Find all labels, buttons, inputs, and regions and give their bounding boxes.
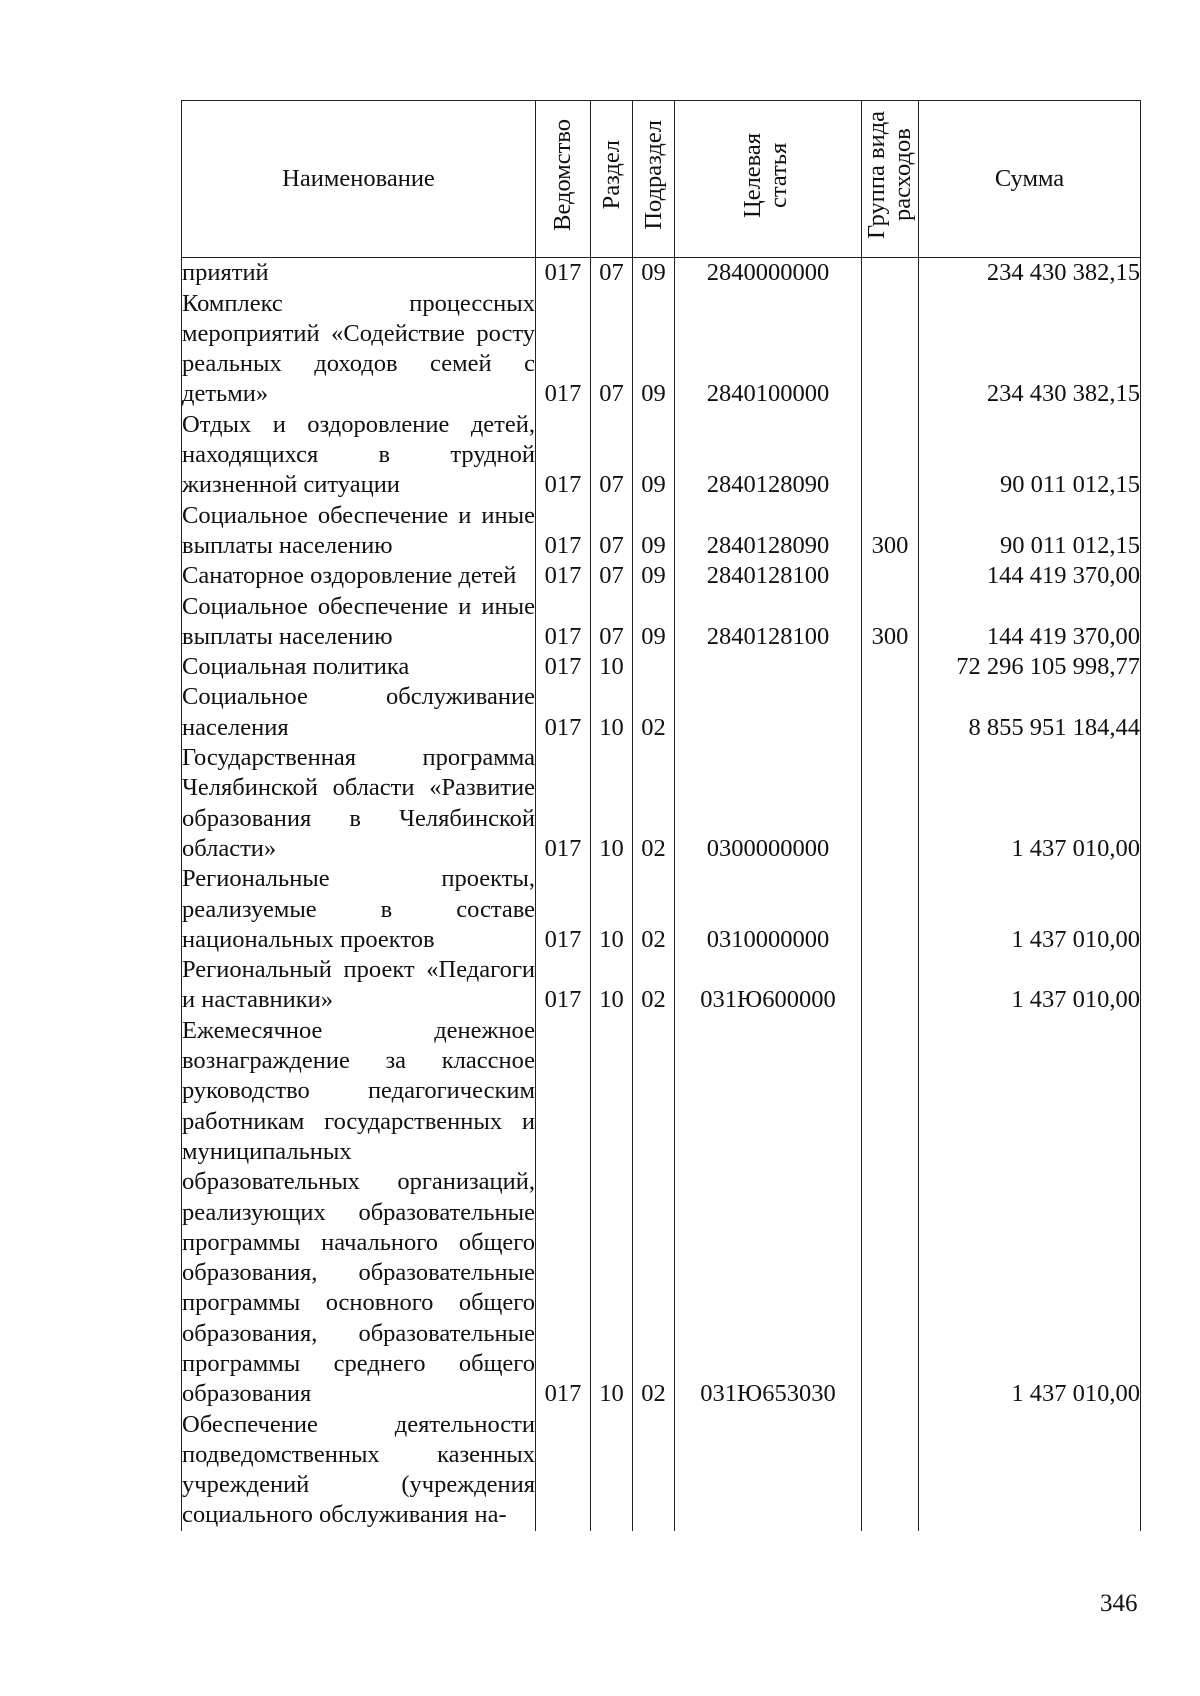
cell-department: 017 — [536, 258, 591, 289]
cell-department: 017 — [536, 289, 591, 410]
table-row — [182, 289, 1141, 410]
table-header-row — [182, 101, 1141, 258]
cell-subsection — [633, 1410, 675, 1531]
table-row — [182, 592, 1141, 653]
cell-section: 10 — [591, 652, 633, 682]
cell-expense-group — [862, 682, 919, 743]
cell-name: приятий — [182, 258, 536, 289]
cell-department: 017 — [536, 743, 591, 864]
table-row — [182, 955, 1141, 1016]
cell-expense-group — [862, 258, 919, 289]
cell-amount: 90 011 012,15 — [919, 410, 1141, 501]
table-row — [182, 258, 1141, 289]
cell-section: 07 — [591, 501, 633, 562]
cell-expense-group: 300 — [862, 501, 919, 562]
cell-amount: 1 437 010,00 — [919, 864, 1141, 955]
table-row — [182, 864, 1141, 955]
cell-expense-group — [862, 1016, 919, 1410]
cell-department: 017 — [536, 682, 591, 743]
table-row — [182, 410, 1141, 501]
cell-amount: 1 437 010,00 — [919, 743, 1141, 864]
cell-department: 017 — [536, 592, 591, 653]
cell-section: 07 — [591, 410, 633, 501]
cell-expense-group — [862, 743, 919, 864]
cell-target-article: 0310000000 — [675, 864, 862, 955]
cell-subsection: 02 — [633, 864, 675, 955]
cell-section: 10 — [591, 682, 633, 743]
table-row — [182, 501, 1141, 562]
cell-amount: 72 296 105 998,77 — [919, 652, 1141, 682]
cell-department: 017 — [536, 561, 591, 591]
cell-target-article: 2840128090 — [675, 410, 862, 501]
cell-expense-group — [862, 410, 919, 501]
cell-subsection: 02 — [633, 682, 675, 743]
cell-name: Социальное обеспечение и иные выплаты населению — [182, 592, 536, 653]
cell-amount — [919, 1410, 1141, 1531]
cell-name: Обеспечение деятельности подведомственных казенных учреждений (учреждения социального обслуживания на- — [182, 1410, 536, 1531]
cell-expense-group — [862, 289, 919, 410]
cell-department: 017 — [536, 652, 591, 682]
cell-target-article: 2840100000 — [675, 289, 862, 410]
cell-department: 017 — [536, 864, 591, 955]
cell-section: 07 — [591, 289, 633, 410]
cell-target-article: 031Ю600000 — [675, 955, 862, 1016]
cell-section: 10 — [591, 864, 633, 955]
cell-section: 10 — [591, 955, 633, 1016]
cell-amount: 144 419 370,00 — [919, 592, 1141, 653]
table-row — [182, 682, 1141, 743]
cell-target-article — [675, 1410, 862, 1531]
cell-expense-group: 300 — [862, 592, 919, 653]
cell-department: 017 — [536, 501, 591, 562]
table-row — [182, 1016, 1141, 1410]
cell-name: Отдых и оздоровление детей, находящихся в трудной жизненной ситуации — [182, 410, 536, 501]
page-number: 346 — [1100, 1590, 1138, 1617]
cell-amount: 90 011 012,15 — [919, 501, 1141, 562]
cell-section: 07 — [591, 561, 633, 591]
cell-target-article: 2840000000 — [675, 258, 862, 289]
cell-subsection: 09 — [633, 289, 675, 410]
header-section: Раздел — [591, 101, 633, 258]
cell-amount: 1 437 010,00 — [919, 955, 1141, 1016]
cell-name: Ежемесячное денежное вознаграждение за классное руководство педагогическим работникам государственных и муниципальных образовательных организаций, реализующих образовательные программы начального общего образования, образовательные программы основного общего образования, образовательные программы среднего общего образования — [182, 1016, 536, 1410]
cell-target-article: 2840128100 — [675, 561, 862, 591]
table-row — [182, 561, 1141, 591]
cell-name: Санаторное оздоровление детей — [182, 561, 536, 591]
cell-target-article: 2840128090 — [675, 501, 862, 562]
cell-amount: 8 855 951 184,44 — [919, 682, 1141, 743]
budget-table — [181, 100, 1141, 1531]
cell-name: Социальная политика — [182, 652, 536, 682]
cell-target-article: 0300000000 — [675, 743, 862, 864]
cell-department: 017 — [536, 1016, 591, 1410]
cell-subsection: 02 — [633, 955, 675, 1016]
cell-amount: 234 430 382,15 — [919, 258, 1141, 289]
cell-expense-group — [862, 561, 919, 591]
cell-subsection: 09 — [633, 258, 675, 289]
cell-expense-group — [862, 652, 919, 682]
cell-name: Комплекс процессных мероприятий «Содействие росту реальных доходов семей с детьми» — [182, 289, 536, 410]
cell-department: 017 — [536, 955, 591, 1016]
cell-section: 07 — [591, 258, 633, 289]
cell-subsection: 09 — [633, 561, 675, 591]
header-name: Наименование — [182, 101, 536, 258]
cell-subsection: 02 — [633, 1016, 675, 1410]
cell-target-article: 031Ю653030 — [675, 1016, 862, 1410]
header-target-article: Целевая статья — [675, 101, 862, 258]
cell-subsection: 09 — [633, 592, 675, 653]
table-row — [182, 652, 1141, 682]
cell-amount: 1 437 010,00 — [919, 1016, 1141, 1410]
cell-subsection: 02 — [633, 743, 675, 864]
cell-expense-group — [862, 1410, 919, 1531]
cell-subsection: 09 — [633, 410, 675, 501]
header-subsection: Подраздел — [633, 101, 675, 258]
cell-subsection: 09 — [633, 501, 675, 562]
cell-expense-group — [862, 864, 919, 955]
cell-amount: 234 430 382,15 — [919, 289, 1141, 410]
cell-expense-group — [862, 955, 919, 1016]
cell-name: Региональный проект «Педагоги и наставники» — [182, 955, 536, 1016]
header-amount: Сумма — [919, 101, 1141, 258]
cell-name: Социальное обслуживание населения — [182, 682, 536, 743]
cell-section — [591, 1410, 633, 1531]
table-row — [182, 1410, 1141, 1531]
cell-department — [536, 1410, 591, 1531]
cell-target-article — [675, 652, 862, 682]
table-row — [182, 743, 1141, 864]
cell-target-article: 2840128100 — [675, 592, 862, 653]
cell-section: 10 — [591, 1016, 633, 1410]
cell-section: 07 — [591, 592, 633, 653]
cell-department: 017 — [536, 410, 591, 501]
cell-section: 10 — [591, 743, 633, 864]
cell-name: Государственная программа Челябинской области «Развитие образования в Челябинской области» — [182, 743, 536, 864]
cell-target-article — [675, 682, 862, 743]
cell-subsection — [633, 652, 675, 682]
cell-name: Социальное обеспечение и иные выплаты населению — [182, 501, 536, 562]
cell-name: Региональные проекты, реализуемые в составе национальных проектов — [182, 864, 536, 955]
cell-amount: 144 419 370,00 — [919, 561, 1141, 591]
header-department: Ведомство — [536, 101, 591, 258]
header-expense-group: Группа вида расходов — [862, 101, 919, 258]
